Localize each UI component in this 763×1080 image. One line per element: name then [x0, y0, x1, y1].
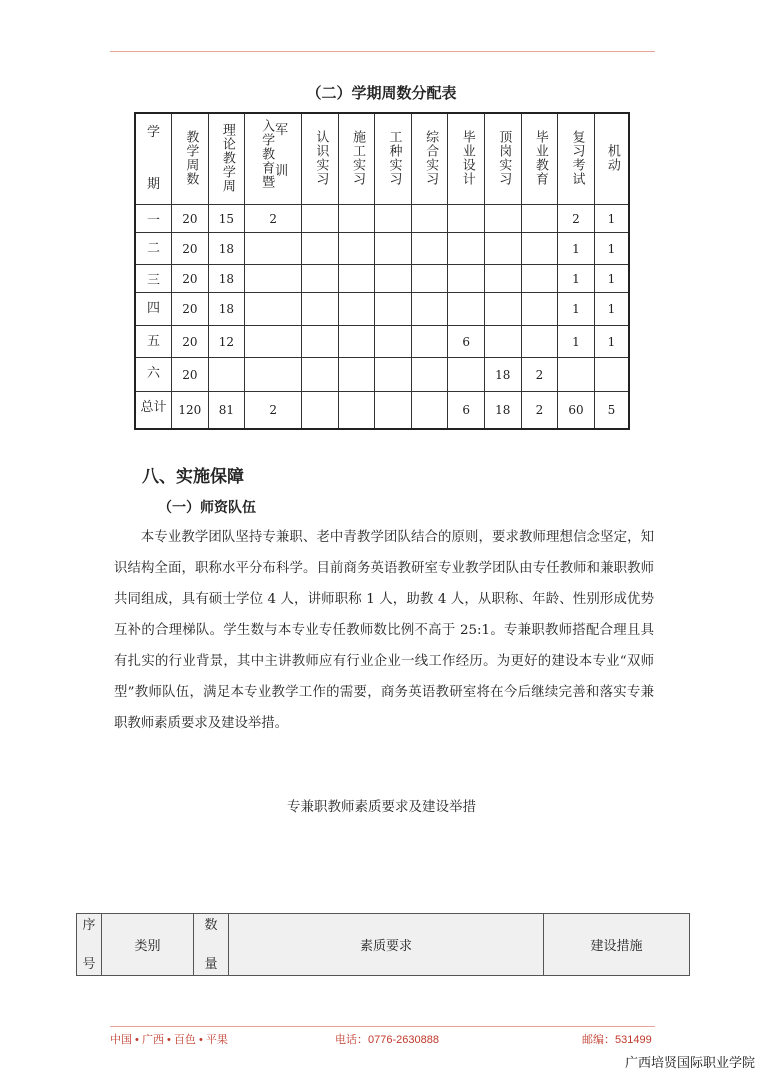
- table-cell: [302, 233, 339, 264]
- table-cell: [594, 358, 629, 392]
- table-cell: [411, 325, 448, 358]
- table-cell: [245, 293, 302, 326]
- table-cell: 15: [208, 205, 245, 233]
- table-cell: [375, 233, 412, 264]
- col-internship: 顶岗实习: [485, 113, 522, 205]
- sub-heading: （一）师资队伍: [158, 500, 256, 516]
- table-row: [135, 233, 629, 264]
- table-cell: [411, 264, 448, 292]
- table-cell: [521, 205, 558, 233]
- table-cell: [448, 293, 485, 326]
- table-cell: [245, 325, 302, 358]
- table-cell: [375, 391, 412, 429]
- table-cell: [208, 358, 245, 392]
- table-cell: 1: [594, 233, 629, 264]
- table-cell: [448, 233, 485, 264]
- table-cell: 2: [521, 358, 558, 392]
- table-cell: 1: [558, 233, 595, 264]
- col-graduation-design: 毕业设计: [448, 113, 485, 205]
- school-name: 广西培贤国际职业学院: [624, 1055, 755, 1070]
- table-cell: [245, 233, 302, 264]
- table-cell: 2: [558, 205, 595, 233]
- table-cell: [485, 233, 522, 264]
- table-cell: [411, 293, 448, 326]
- col-entrance-military: 入学教育暨 军 训: [245, 113, 302, 205]
- table-cell: 120: [172, 391, 209, 429]
- req-col-quality: 素质要求: [229, 914, 544, 976]
- table-cell: [485, 264, 522, 292]
- req-col-qty: 数 量: [194, 914, 229, 976]
- table-cell: [411, 391, 448, 429]
- table-cell: [302, 325, 339, 358]
- table-cell: [411, 233, 448, 264]
- col-theory-weeks: 理论教学周: [208, 113, 245, 205]
- table-row: [135, 325, 629, 358]
- table-cell: [448, 264, 485, 292]
- faculty-paragraph: 本专业教学团队坚持专兼职、老中青教学团队结合的原则，要求教师理想信念坚定，知识结构全面，职称水平分布科学。目前商务英语教研室专业教学团队由专任教师和兼职教师共同组成，具有硕士学位 4 人，讲师职称 1 人，助教 4 人，从职称、年龄、性别形成优势互补的合理梯队。学生数与本专业专任教师数比例不高于 25:1。专兼职教师搭配合理且具有扎实的行业背景，其中主讲教师应有行业企业一线工作经历。为更好的建设本专业“双师型”教师队伍，满足本专业教学工作的需要，商务英语教研室将在今后继续完善和落实专兼职教师素质要求及建设举措。: [114, 530, 654, 731]
- col-cognitive: 认识实习: [302, 113, 339, 205]
- table-cell: 60: [558, 391, 595, 429]
- table-cell: 1: [594, 264, 629, 292]
- table-cell: [302, 264, 339, 292]
- section-heading: 八、实施保障: [142, 467, 244, 487]
- table-cell: 1: [558, 264, 595, 292]
- table-cell: [338, 325, 375, 358]
- footer-rule: [110, 1026, 655, 1027]
- table-cell: 2: [245, 205, 302, 233]
- table-cell: [521, 233, 558, 264]
- table-cell: [338, 233, 375, 264]
- table-cell: [375, 264, 412, 292]
- table-cell: [338, 205, 375, 233]
- table-cell: [245, 358, 302, 392]
- table-cell: 18: [485, 358, 522, 392]
- table-cell: 1: [594, 325, 629, 358]
- table-cell: 20: [172, 264, 209, 292]
- table-cell: [558, 358, 595, 392]
- table-cell: 18: [485, 391, 522, 429]
- table-cell: [521, 264, 558, 292]
- table-cell: 1: [594, 205, 629, 233]
- table-cell: [521, 293, 558, 326]
- table-cell: 20: [172, 293, 209, 326]
- table-cell: [245, 264, 302, 292]
- footer-postcode: 邮编：531499: [582, 1034, 652, 1046]
- table-cell: 1: [594, 293, 629, 326]
- table-cell: 20: [172, 325, 209, 358]
- table-row: [135, 205, 629, 233]
- table-cell: [485, 325, 522, 358]
- table-cell: 20: [172, 358, 209, 392]
- table-cell: 12: [208, 325, 245, 358]
- table-cell: [338, 391, 375, 429]
- table-cell: 81: [208, 391, 245, 429]
- table-cell: 18: [208, 293, 245, 326]
- table-cell: 1: [558, 293, 595, 326]
- table-cell: [338, 264, 375, 292]
- table-cell: [411, 358, 448, 392]
- table-cell: [302, 205, 339, 233]
- table-cell: 1: [558, 325, 595, 358]
- table-cell: [375, 358, 412, 392]
- col-construction: 施工实习: [338, 113, 375, 205]
- term-cell: 四: [135, 293, 172, 326]
- table-cell: 2: [245, 391, 302, 429]
- col-graduation-education: 毕业教育: [521, 113, 558, 205]
- table-cell: [411, 205, 448, 233]
- table-cell: 6: [448, 391, 485, 429]
- table-cell: 2: [521, 391, 558, 429]
- term-cell: 总计: [135, 391, 172, 429]
- table-cell: [338, 293, 375, 326]
- table-cell: [302, 391, 339, 429]
- col-flexible: 机动: [594, 113, 629, 205]
- col-comprehensive: 综合实习: [411, 113, 448, 205]
- req-col-seq: 序 号: [77, 914, 102, 976]
- col-term: 学 期: [135, 113, 172, 205]
- col-teaching-weeks: 教学周数: [172, 113, 209, 205]
- table-row: [135, 264, 629, 292]
- table-header-row: [135, 113, 629, 205]
- table-cell: [375, 325, 412, 358]
- term-cell: 六: [135, 358, 172, 392]
- table-cell: [302, 358, 339, 392]
- req-col-category: 类别: [102, 914, 194, 976]
- table-cell: 20: [172, 233, 209, 264]
- table-cell: [302, 293, 339, 326]
- header-rule: [110, 51, 655, 52]
- semester-weeks-table: [134, 112, 630, 430]
- term-cell: 五: [135, 325, 172, 358]
- table-cell: 6: [448, 325, 485, 358]
- term-cell: 一: [135, 205, 172, 233]
- table-row: [135, 293, 629, 326]
- col-trade: 工种实习: [375, 113, 412, 205]
- table-row: [135, 391, 629, 429]
- table-row: [135, 358, 629, 392]
- table-cell: [375, 293, 412, 326]
- table-cell: 18: [208, 233, 245, 264]
- requirements-header-row: [77, 914, 690, 976]
- table-title: （二）学期周数分配表: [306, 84, 457, 102]
- table-cell: [448, 205, 485, 233]
- table-cell: [448, 358, 485, 392]
- table-cell: [375, 205, 412, 233]
- table-cell: 5: [594, 391, 629, 429]
- requirements-table: [76, 913, 690, 976]
- col-review-exam: 复习考试: [558, 113, 595, 205]
- table-cell: [485, 293, 522, 326]
- term-cell: 三: [135, 264, 172, 292]
- term-cell: 二: [135, 233, 172, 264]
- req-col-measures: 建设措施: [544, 914, 690, 976]
- footer-phone: 电话：0776-2630888: [335, 1034, 439, 1046]
- table-cell: 18: [208, 264, 245, 292]
- table-cell: [338, 358, 375, 392]
- table-cell: [485, 205, 522, 233]
- table-cell: 20: [172, 205, 209, 233]
- footer-location: 中国 • 广西 • 百色 • 平果: [110, 1034, 228, 1046]
- requirements-caption: 专兼职教师素质要求及建设举措: [287, 799, 476, 815]
- table-cell: [521, 325, 558, 358]
